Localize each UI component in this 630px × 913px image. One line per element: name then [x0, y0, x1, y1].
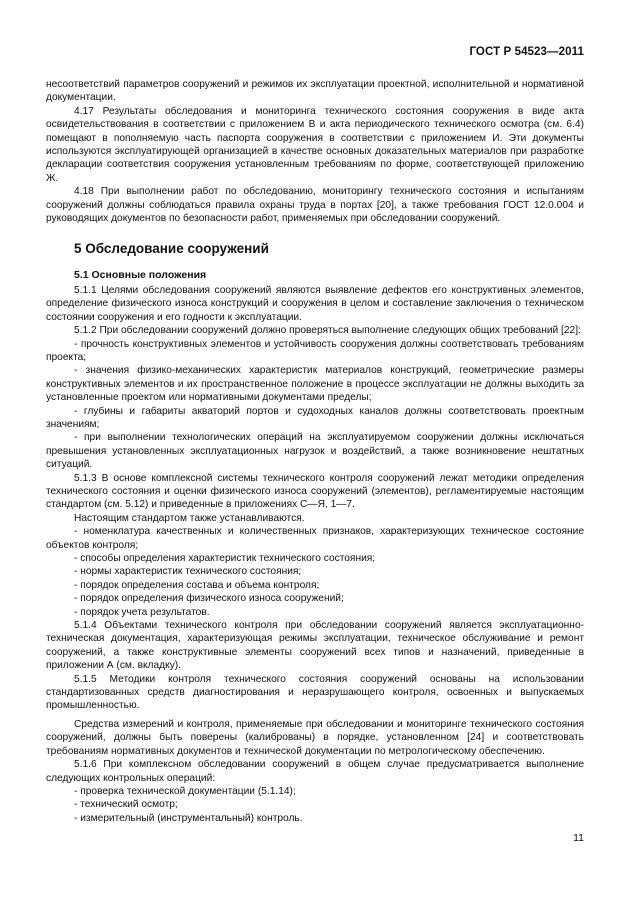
list-item: - глубины и габариты акваторий портов и судоходных каналов должны соответствовать проектным значениям;	[46, 405, 584, 430]
list-item: - порядок определения физического износа сооружений;	[74, 593, 344, 605]
paragraph-5-1-1: 5.1.1 Целями обследования сооружений являются выявление дефектов его конструктивных элементов, определение физического износа конструкций и сооружения в целом и составление заключения о техническом состоянии сооружения и его годности к эксплуатации.	[46, 284, 584, 323]
page-number: 11	[573, 832, 584, 844]
list-item: - измерительный (инструментальный) контроль.	[74, 812, 303, 824]
list-item: - технический осмотр;	[74, 799, 178, 811]
paragraph-continuation: несоответствий параметров сооружений и режимов их эксплуатации проектной, исполнительной и нормативной документации.	[46, 79, 584, 104]
list-item: - способы определения характеристик технического состояния;	[74, 553, 376, 564]
paragraph-4-18: 4.18 При выполнении работ по обследованию, мониторингу технического состояния и испытаниям сооружений должны соблюдаться правила охраны труда в портах [20], а также требования ГОСТ 12.0.004 и руководящих документов по безопасности работ, применяемых при обследовании сооружений.	[46, 186, 584, 225]
paragraph-standard-establishes: Настоящим стандартом также устанавливаются.	[74, 512, 305, 524]
paragraph-4-17: 4.17 Результаты обследования и мониторинга технического состояния сооружения в виде акта освидетельствования в соответствии с приложением В и акта периодического технического осмотра (см. 6.4) помещают в пополняемую часть паспорта сооружения в соответствии с приложением И. Эти документы используются эксплуатирующей организацией в качестве основных доказательных материалов при разработке декларации соответствия сооружения установленным требованиям по форме, соответствующей приложению Ж.	[46, 105, 584, 184]
paragraph-5-1-6: 5.1.6 При комплексном обследовании сооружений в общем случае предусматривается выполнение следующих контрольных операций:	[46, 759, 584, 784]
list-item: - порядок учета результатов.	[74, 606, 210, 618]
list-item: - значения физико-механических характеристик материалов конструкций, геометрические размеры конструктивных элементов и их пространственное положение в процессе эксплуатации не должны выходить за установленные проектом или нормативными документами пределы;	[46, 365, 584, 404]
paragraph-5-1-5: 5.1.5 Методики контроля технического состояния сооружений основаны на использовании стандартизованных средств диагностирования и неразрушающего контроля, освоенных и выпускаемых промышленностью.	[46, 673, 584, 712]
section-title: 5 Обследование сооружений	[74, 241, 269, 257]
paragraph-5-1-2: 5.1.2 При обследовании сооружений должно проверяться выполнение следующих общих требований [22]:	[74, 325, 581, 337]
list-item: - при выполнении технологических операций на эксплуатируемом сооружении должны исключаться превышения установленных эксплуатационных нагрузок и воздействий, а также возникновение нештатных ситуаций.	[46, 432, 584, 471]
page-content	[46, 78, 584, 825]
subsection-title: 5.1 Основные положения	[74, 269, 207, 282]
paragraph-5-1-3: 5.1.3 В основе комплексной системы технического контроля сооружений лежат методики определения технического состояния и оценки физического износа сооружений (элементов), регламентируемые настоящим стандартом (см. 5.12) и приведенные в приложениях С—Я, 1—7.	[46, 472, 584, 511]
list-item: - проверка технической документации (5.1.14);	[74, 785, 296, 797]
paragraph-measurement-tools: Средства измерений и контроля, применяемые при обследовании и мониторинге технического состояния сооружений, должны быть поверены (калиброваны) в порядке, установленном [24] и соответствовать требованиям нормативных документов и технической документации по метрологическому обеспечению.	[46, 718, 584, 757]
paragraph-5-1-4: 5.1.4 Объектами технического контроля при обследовании сооружений является эксплуатационно-техническая документация, характеризующая режимы эксплуатации, техническое обслуживание и ремонт сооружений, а также конструктивные элементы сооружений всех типов и назначений, приведенные в приложении А (см. вкладку).	[46, 620, 584, 672]
document-code-header: ГОСТ Р 54523—2011	[469, 46, 584, 58]
list-item: - порядок определения состава и объема контроля;	[74, 579, 320, 591]
list-item: - нормы характеристик технического состояния;	[74, 566, 302, 578]
list-item: - номенклатура качественных и количественных признаков, характеризующих техническое состояние объектов контроля;	[46, 526, 584, 551]
list-item: - прочность конструктивных элементов и устойчивость сооружения должны соответствовать требованиям проекта;	[46, 338, 584, 363]
